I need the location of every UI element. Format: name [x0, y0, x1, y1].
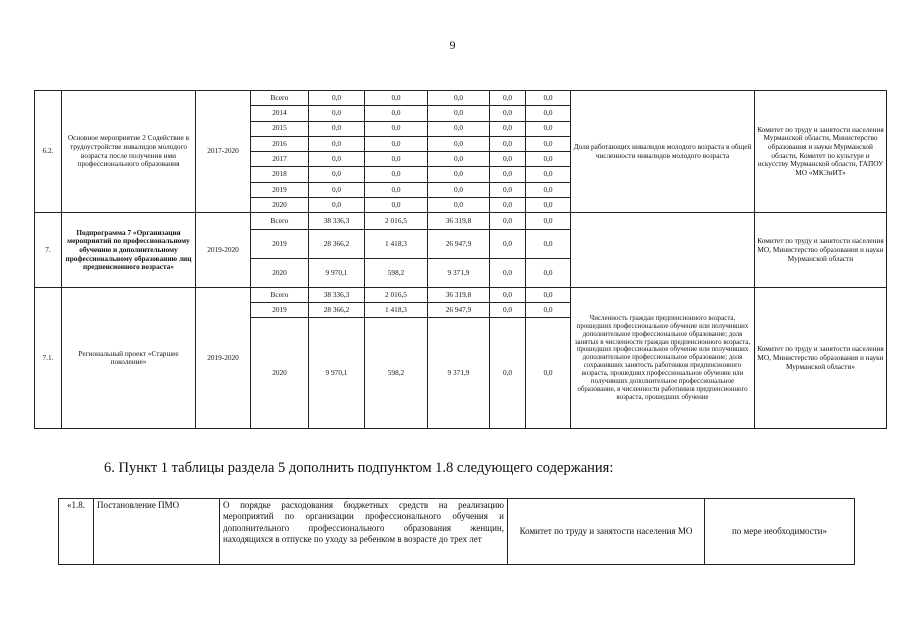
value-cell: 0,0	[365, 152, 428, 167]
section-heading: 6. Пункт 1 таблицы раздела 5 дополнить подпунктом 1.8 следующего содержания:	[104, 460, 614, 476]
value-cell: 0,0	[490, 121, 526, 136]
value-cell: 0,0	[428, 121, 490, 136]
value-cell: 0,0	[490, 106, 526, 121]
value-cell: 0,0	[490, 167, 526, 182]
year-cell: Всего	[251, 213, 309, 230]
indicator-cell: Численность граждан предпенсионного возраста, прошедших профессиональное обучение или получивших дополнительное профессиональное образование; доля занятых в численности граждан предпенсионного возраста, прошедших профессиональное обучение или получивших дополнительное профессиональное образование; доля сохранивших занятость работников предпенсионного возраста, прошедших профессиональное обучение или получивших дополнительное профессиональное образование, в численности работников предпенсионного возраста, прошедших обучение	[571, 288, 755, 429]
item-executor: Комитет по труду и занятости населения МО	[508, 499, 705, 565]
value-cell: 598,2	[365, 318, 428, 429]
value-cell: 0,0	[365, 182, 428, 197]
value-cell: 0,0	[490, 136, 526, 151]
value-cell: 0,0	[526, 152, 571, 167]
year-cell: 2020	[251, 198, 309, 213]
value-cell: 26 947,9	[428, 303, 490, 318]
value-cell: 9 371,9	[428, 259, 490, 288]
value-cell: 0,0	[526, 91, 571, 106]
year-cell: Всего	[251, 91, 309, 106]
year-cell: 2019	[251, 182, 309, 197]
table-row	[59, 499, 855, 565]
value-cell: 0,0	[526, 259, 571, 288]
value-cell: 0,0	[309, 121, 365, 136]
year-cell: 2020	[251, 259, 309, 288]
value-cell: 0,0	[526, 288, 571, 303]
year-cell: 2020	[251, 318, 309, 429]
value-cell: 1 418,3	[365, 230, 428, 259]
value-cell: 26 947,9	[428, 230, 490, 259]
value-cell: 0,0	[365, 136, 428, 151]
item-deadline: по мере необходимости»	[705, 499, 855, 565]
value-cell: 0,0	[428, 91, 490, 106]
value-cell: 0,0	[490, 198, 526, 213]
executor-cell: Комитет по труду и занятости населения МО, Министерство образования и науки Мурманской области	[755, 213, 887, 288]
value-cell: 0,0	[490, 288, 526, 303]
row-number: 6.2.	[35, 91, 62, 213]
value-cell: 0,0	[526, 121, 571, 136]
row-period: 2019-2020	[196, 288, 251, 429]
item-description: О порядке расходования бюджетных средств на реализацию мероприятий по организации профессионального обучения и дополнительного профессионального образования женщин, находящихся в отпуске по уходу за ребенком в возрасте до трех лет	[220, 499, 508, 565]
row-number: 7.	[35, 213, 62, 288]
executor-cell: Комитет по труду и занятости населения МО, Министерство образования и науки Мурманской области»	[755, 288, 887, 429]
year-cell: 2016	[251, 136, 309, 151]
value-cell: 0,0	[526, 198, 571, 213]
value-cell: 0,0	[309, 106, 365, 121]
executor-cell: Комитет по труду и занятости населения Мурманской области, Министерство образования и науки Мурманской области, Комитет по культуре и искусству Мурманской области, ГАПОУ МО «МКЭиИТ»	[755, 91, 887, 213]
value-cell: 598,2	[365, 259, 428, 288]
indicator-cell	[571, 213, 755, 288]
value-cell: 0,0	[490, 182, 526, 197]
value-cell: 0,0	[526, 303, 571, 318]
value-cell: 0,0	[365, 106, 428, 121]
row-period: 2019-2020	[196, 213, 251, 288]
page-number: 9	[449, 38, 456, 52]
year-cell: 2017	[251, 152, 309, 167]
program-table	[34, 90, 887, 429]
value-cell: 9 970,1	[309, 318, 365, 429]
value-cell: 2 016,5	[365, 213, 428, 230]
value-cell: 0,0	[490, 259, 526, 288]
value-cell: 0,0	[365, 121, 428, 136]
value-cell: 28 366,2	[309, 303, 365, 318]
value-cell: 0,0	[428, 167, 490, 182]
year-cell: 2014	[251, 106, 309, 121]
year-cell: Всего	[251, 288, 309, 303]
value-cell: 9 371,9	[428, 318, 490, 429]
value-cell: 36 319,8	[428, 288, 490, 303]
row-title: Региональный проект «Старшее поколение»	[62, 288, 196, 429]
value-cell: 0,0	[309, 136, 365, 151]
value-cell: 0,0	[490, 213, 526, 230]
value-cell: 0,0	[490, 230, 526, 259]
value-cell: 0,0	[490, 152, 526, 167]
table-row	[35, 91, 887, 106]
value-cell: 0,0	[490, 91, 526, 106]
year-cell: 2019	[251, 230, 309, 259]
value-cell: 0,0	[309, 198, 365, 213]
year-cell: 2019	[251, 303, 309, 318]
value-cell: 0,0	[526, 182, 571, 197]
value-cell: 1 418,3	[365, 303, 428, 318]
row-title: Подпрограмма 7 «Организация мероприятий по профессиональному обучению и дополнительному профессиональному образованию лиц предпенсионного возраста»	[62, 213, 196, 288]
row-number: 7.1.	[35, 288, 62, 429]
value-cell: 0,0	[526, 213, 571, 230]
item-table	[58, 498, 855, 565]
item-document: Постановление ПМО	[94, 499, 220, 565]
year-cell: 2018	[251, 167, 309, 182]
value-cell: 0,0	[428, 152, 490, 167]
value-cell: 0,0	[309, 152, 365, 167]
item-number: «1.8.	[59, 499, 94, 565]
table-row	[35, 288, 887, 303]
row-title: Основное мероприятие 2 Содействие в трудоустройстве инвалидов молодого возраста после получения ими профессионального образования	[62, 91, 196, 213]
value-cell: 38 336,3	[309, 288, 365, 303]
indicator-cell: Доля работающих инвалидов молодого возраста в общей численности инвалидов молодого возраста	[571, 91, 755, 213]
value-cell: 28 366,2	[309, 230, 365, 259]
value-cell: 36 319,8	[428, 213, 490, 230]
value-cell: 38 336,3	[309, 213, 365, 230]
row-period: 2017-2020	[196, 91, 251, 213]
value-cell: 0,0	[428, 182, 490, 197]
value-cell: 0,0	[365, 198, 428, 213]
value-cell: 0,0	[428, 198, 490, 213]
value-cell: 0,0	[526, 318, 571, 429]
value-cell: 0,0	[309, 182, 365, 197]
value-cell: 0,0	[428, 106, 490, 121]
value-cell: 0,0	[526, 230, 571, 259]
value-cell: 0,0	[526, 136, 571, 151]
year-cell: 2015	[251, 121, 309, 136]
value-cell: 0,0	[526, 167, 571, 182]
value-cell: 9 970,1	[309, 259, 365, 288]
value-cell: 0,0	[309, 91, 365, 106]
value-cell: 0,0	[490, 318, 526, 429]
value-cell: 0,0	[490, 303, 526, 318]
value-cell: 0,0	[365, 91, 428, 106]
value-cell: 0,0	[309, 167, 365, 182]
value-cell: 0,0	[526, 106, 571, 121]
value-cell: 0,0	[428, 136, 490, 151]
value-cell: 2 016,5	[365, 288, 428, 303]
table-row	[35, 213, 887, 230]
value-cell: 0,0	[365, 167, 428, 182]
